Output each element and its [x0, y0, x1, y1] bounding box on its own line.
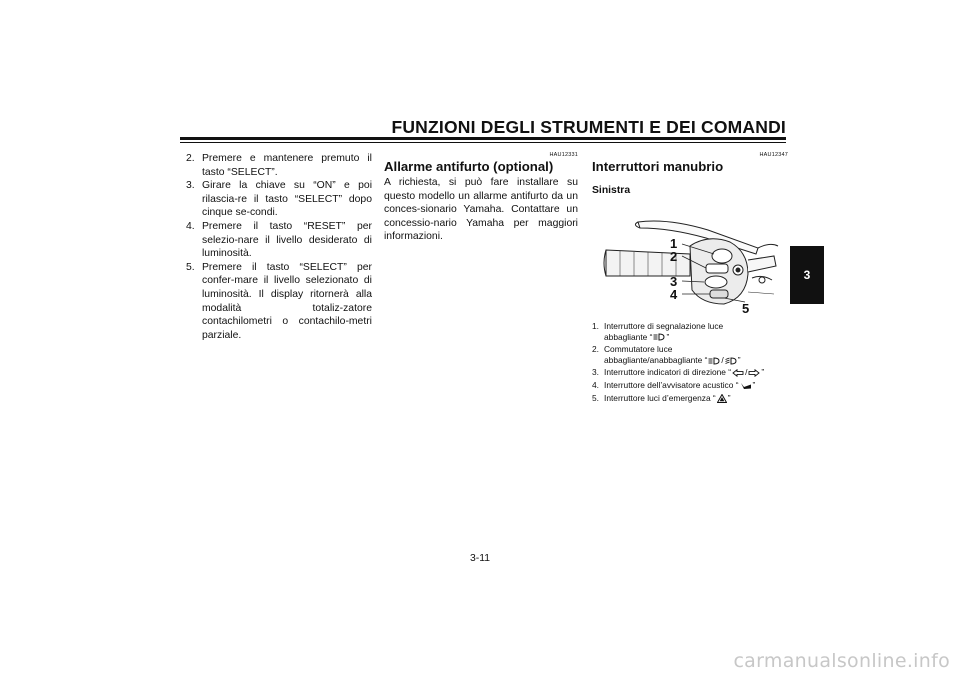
caption-item — [592, 367, 788, 378]
subheading-left: Sinistra — [592, 185, 631, 196]
left-column — [186, 152, 372, 342]
low-beam-icon — [725, 357, 737, 365]
step-text: Premere il tasto “RESET” per selezio-nare il livello desiderato di luminosità. — [202, 220, 372, 260]
caption-number: 1. — [592, 321, 599, 331]
callout-2: 2 — [670, 249, 678, 264]
caption-text: Interruttore dell’avvisatore acustico “ — [604, 379, 739, 390]
caption-text: Interruttore indicatori di direzione “ — [604, 367, 732, 378]
step-text: Girare la chiave su “ON” e poi rilascia-re il tasto “SELECT” dopo cinque se-condi. — [202, 180, 372, 219]
header-rule-thick — [180, 137, 786, 140]
high-beam-icon — [653, 333, 665, 341]
handlebar-switch-figure — [598, 212, 784, 318]
caption-text: ” — [666, 331, 670, 342]
caption-text: ” — [752, 379, 756, 390]
page-number: 3-11 — [469, 553, 491, 564]
right-column — [592, 152, 788, 198]
caption-text: ” — [727, 392, 731, 403]
callout-5: 5 — [742, 301, 750, 316]
caption-text: ” — [761, 367, 765, 378]
caption-text: Interruttore di segnalazione luce — [604, 321, 724, 331]
caption-number: 3. — [592, 367, 599, 378]
list-item — [186, 179, 372, 220]
step-number: 5. — [186, 261, 195, 273]
turn-left-icon — [732, 369, 744, 377]
step-number: 3. — [186, 180, 195, 192]
high-beam-icon — [708, 357, 720, 365]
caption-item — [592, 380, 788, 391]
caption-item — [592, 321, 788, 342]
caption-number: 4. — [592, 379, 599, 390]
caption-text: Interruttore luci d’emergenza “ — [604, 392, 716, 403]
section-code: HAU12331 — [549, 152, 578, 158]
caption-number: 2. — [592, 344, 599, 355]
callout-1: 1 — [670, 236, 678, 251]
caption-item — [592, 344, 788, 365]
caption-separator: / — [721, 354, 724, 365]
list-item — [186, 220, 372, 261]
horn-icon — [740, 382, 752, 390]
list-item — [186, 261, 372, 343]
chapter-number: 3 — [803, 268, 811, 282]
caption-item — [592, 393, 788, 404]
section-title-handlebar: Interruttori manubrio — [592, 159, 724, 174]
caption-text: abbagliante “ — [604, 331, 653, 342]
step-list — [186, 152, 372, 342]
caption-text: abbagliante/anabbagliante “ — [604, 354, 708, 365]
caption-number: 5. — [592, 392, 599, 403]
step-text: Premere e mantenere premuto il tasto “SELECT”. — [202, 153, 372, 178]
middle-column — [384, 152, 578, 244]
step-text: Premere il tasto “SELECT” per confer-mare il livello selezionato di luminosità. Il display ritornerà alla modalità totaliz-zatore contachilometri o contachilo-metri parziale. — [202, 261, 372, 341]
section-title-alarm: Allarme antifurto (optional) — [384, 159, 554, 174]
caption-text: Commutatore luce — [604, 344, 673, 355]
step-number: 4. — [186, 220, 195, 232]
page-header-title: FUNZIONI DEGLI STRUMENTI E DEI COMANDI — [391, 117, 786, 137]
caption-separator: / — [745, 367, 748, 378]
alarm-paragraph: A richiesta, si può fare installare su questo modello un allarme antifurto da un conces-sionario Yamaha. Contattare un concessio-nario Yamaha per maggiori informazioni. — [384, 177, 578, 243]
callout-3: 3 — [670, 274, 678, 289]
hazard-icon — [717, 394, 727, 403]
callout-4: 4 — [670, 287, 678, 302]
figure-captions — [592, 321, 788, 405]
caption-text: ” — [737, 354, 741, 365]
step-number: 2. — [186, 153, 195, 164]
chapter-tab — [790, 246, 824, 304]
header-rule-thin — [180, 142, 786, 143]
list-item — [186, 152, 372, 179]
watermark: carmanualsonline.info — [733, 650, 950, 672]
section-code: HAU12347 — [759, 152, 788, 158]
handlebar-illustration — [598, 212, 784, 318]
turn-right-icon — [748, 369, 760, 377]
